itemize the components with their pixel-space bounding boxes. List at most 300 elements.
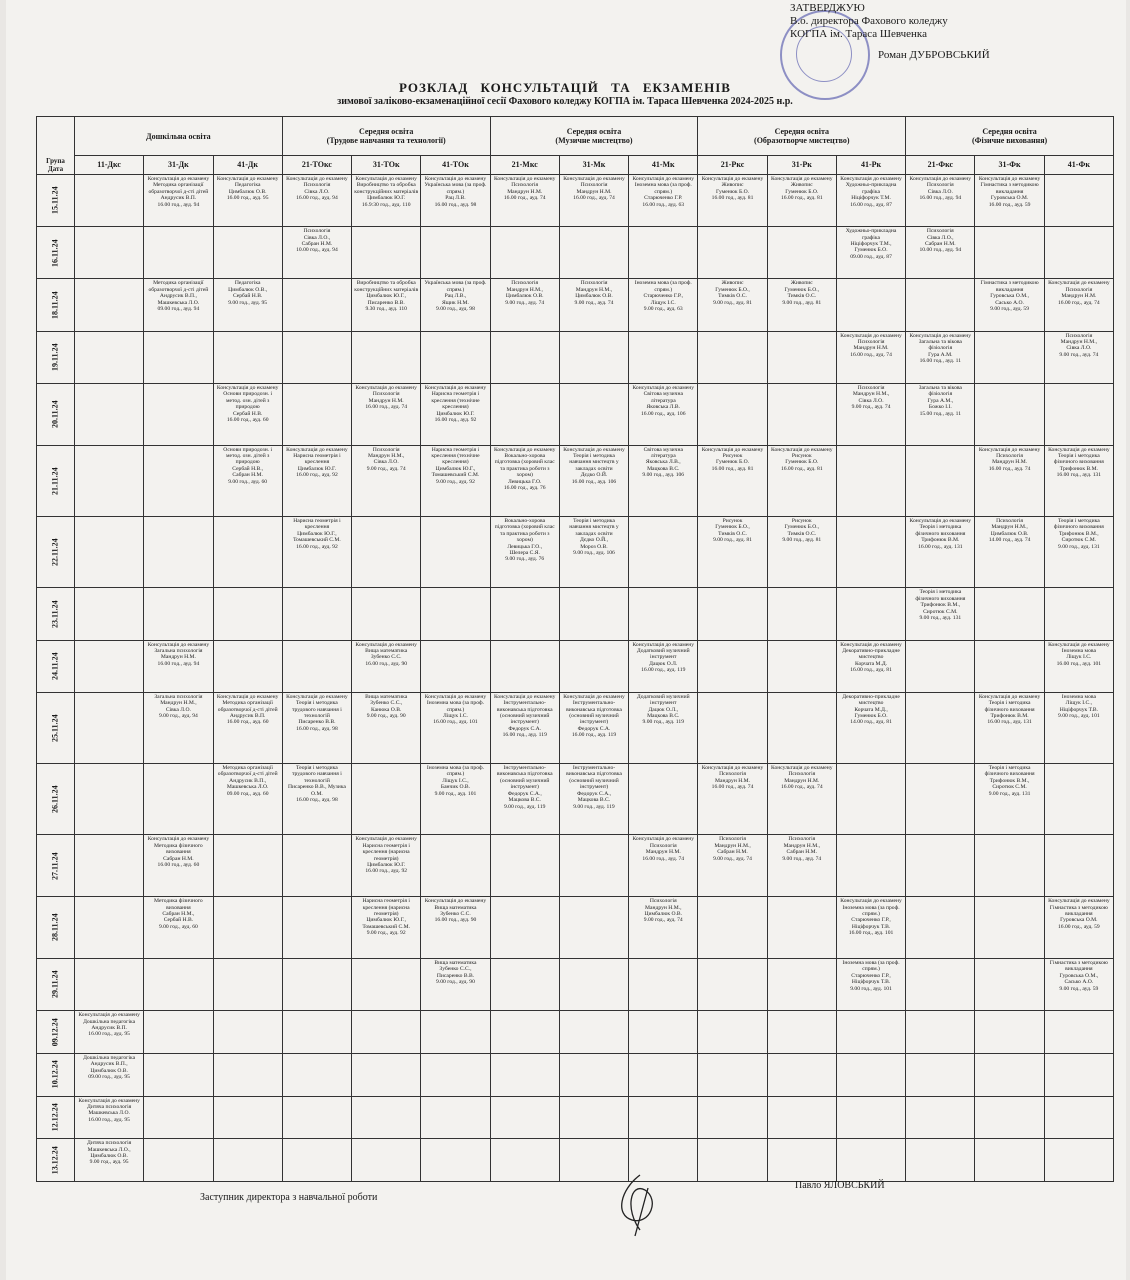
schedule-cell xyxy=(421,1053,490,1096)
schedule-entry: Консультація до екзамену Дитяча психологія Машкевська Л.О. 16.00 год., ауд. 95 xyxy=(78,1097,140,1123)
schedule-cell xyxy=(767,516,836,587)
schedule-entry: Консультація до екзамену Іноземна мова Ліщук І.С. 16.00 год., ауд. 101 xyxy=(1048,641,1110,667)
table-row xyxy=(37,445,1114,516)
schedule-entry: Нарисна геометрія і креслення Цимбалюк Ю.Г., Томашевський С.М. 16.00 год., ауд. 92 xyxy=(293,517,341,550)
group-header: 41-Дк xyxy=(213,156,282,175)
schedule-cell xyxy=(836,279,905,331)
schedule-cell xyxy=(421,958,490,1010)
schedule-cell xyxy=(836,1011,905,1054)
schedule-entry: Психологія Мандрун Н.М., Сівка Л.О. 9.00 год., ауд. 74 xyxy=(366,446,406,472)
schedule-cell xyxy=(559,331,628,383)
schedule-cell xyxy=(144,897,213,959)
schedule-cell xyxy=(213,383,282,445)
schedule-cell xyxy=(144,588,213,640)
schedule-cell xyxy=(836,588,905,640)
schedule-cell xyxy=(421,897,490,959)
schedule-cell xyxy=(906,640,975,692)
schedule-cell xyxy=(282,764,351,835)
table-row xyxy=(37,588,1114,640)
schedule-entry: Світова музична література Яковська Л.В., Мацкова В.С. 9.00 год., ауд. 106 xyxy=(642,446,685,479)
schedule-entry: Консультація до екзамену Методика фізичного виховання Сабран Н.М. 16.00 год., ауд. 60 xyxy=(147,836,210,869)
schedule-cell xyxy=(282,445,351,516)
specialty-header: Середня освіта (Фізичне виховання) xyxy=(906,117,1114,156)
schedule-cell xyxy=(1044,1139,1113,1182)
schedule-entry: Інструментально-виконавська підготовка (основний музичний інструмент) Федорук С.А., Мацкова В.С. 9.00 год., ауд. 119 xyxy=(566,765,622,810)
schedule-cell xyxy=(75,640,144,692)
schedule-cell xyxy=(75,175,144,227)
schedule-cell xyxy=(282,1139,351,1182)
schedule-cell xyxy=(213,331,282,383)
schedule-cell xyxy=(75,588,144,640)
schedule-entry: Консультація до екзамену Рисунок Гуменюк Б.О. 16.00 год., ауд. 81 xyxy=(771,446,833,472)
date-cell xyxy=(37,227,75,279)
schedule-cell xyxy=(698,835,767,897)
table-row xyxy=(37,764,1114,835)
schedule-cell xyxy=(767,227,836,279)
date-cell xyxy=(37,835,75,897)
schedule-entry: Українська мова (за проф. спрям.) Рац Л.В., Ящик Н.М. 9.00 год., ауд. 98 xyxy=(424,280,487,313)
schedule-entry: Психологія Мандрун Н.М., Цимбалюк О.В. 9.00 год., ауд. 74 xyxy=(574,280,614,306)
schedule-cell xyxy=(836,445,905,516)
schedule-cell xyxy=(1044,1053,1113,1096)
schedule-entry: Вища математика Зубенко С.С., Канюка О.В. 9.00 год., ауд. 90 xyxy=(365,693,408,719)
schedule-entry: Консультація до екзамену Загальна психологія Мандрун Н.М. 16.00 год., ауд. 94 xyxy=(147,641,210,667)
schedule-entry: Консультація до екзамену Методика організації образотворчої д-сті дітей Андрусик В.П. 16.00 год., ауд. 94 xyxy=(147,176,210,208)
schedule-cell xyxy=(75,897,144,959)
schedule-cell xyxy=(1044,1096,1113,1139)
schedule-cell xyxy=(906,897,975,959)
schedule-entry: Консультація до екзамену Нарисна геометрія і креслення (нарисна геометрія) Цимбалюк Ю.Г. 16.00 год., ауд. 92 xyxy=(355,836,417,875)
schedule-cell xyxy=(75,1011,144,1054)
specialty-header: Дошкільна освіта xyxy=(75,117,283,156)
schedule-cell xyxy=(698,640,767,692)
date-cell xyxy=(37,516,75,587)
schedule-cell xyxy=(836,516,905,587)
approval-line1: ЗАТВЕРДЖУЮ xyxy=(790,2,865,14)
schedule-cell xyxy=(975,331,1044,383)
date-label: 24.11.24 xyxy=(50,652,60,680)
schedule-cell xyxy=(767,1139,836,1182)
schedule-entry: Консультація до екзамену Психологія Мандрун Н.М. 16.00 год., ауд. 74 xyxy=(493,176,556,202)
schedule-cell xyxy=(836,331,905,383)
schedule-cell xyxy=(559,383,628,445)
schedule-cell xyxy=(767,175,836,227)
schedule-cell xyxy=(144,692,213,763)
schedule-cell xyxy=(906,331,975,383)
date-label: 20.11.24 xyxy=(50,400,60,429)
schedule-entry: Консультація до екзамену Психологія Мандрун Н.М. 16.00 год., ауд. 74 xyxy=(355,384,417,411)
schedule-cell xyxy=(421,764,490,835)
schedule-entry: Консультація до екзамену Гімнастика з методикою викладання Гуровська О.М. 16.00 год., ауд. 59 xyxy=(978,176,1041,208)
schedule-cell xyxy=(75,516,144,587)
schedule-cell xyxy=(213,1011,282,1054)
schedule-cell xyxy=(559,764,628,835)
schedule-cell xyxy=(767,445,836,516)
schedule-cell xyxy=(75,1139,144,1182)
schedule-cell xyxy=(144,764,213,835)
schedule-entry: Теорія і методика фізичного виховання Трифонюк В.М., Сиротюк С.М. 9.00 год., ауд. 131 xyxy=(984,765,1035,797)
schedule-cell xyxy=(352,445,421,516)
approval-block xyxy=(790,2,990,61)
schedule-entry: Психологія Мандрун Н.М., Цимбалюк О.В. 14.00 год., ауд. 74 xyxy=(988,517,1031,544)
date-label: 19.11.24 xyxy=(50,343,60,372)
schedule-cell xyxy=(1044,1011,1113,1054)
schedule-cell xyxy=(559,640,628,692)
schedule-cell xyxy=(906,1053,975,1096)
group-header-row xyxy=(37,156,1114,175)
schedule-cell xyxy=(282,1096,351,1139)
schedule-cell xyxy=(421,692,490,763)
schedule-cell xyxy=(490,1096,559,1139)
schedule-cell xyxy=(975,279,1044,331)
schedule-cell xyxy=(1044,958,1113,1010)
schedule-cell xyxy=(282,692,351,763)
schedule-cell xyxy=(75,1053,144,1096)
schedule-entry: Інструментально-виконавська підготовка (основний музичний інструмент) Федорук С.А., Мацкова В.С. 9.00 год., ауд. 119 xyxy=(496,765,553,810)
schedule-cell xyxy=(629,897,698,959)
schedule-cell xyxy=(75,958,144,1010)
group-header: 41-Рк xyxy=(836,156,905,175)
schedule-cell xyxy=(490,1139,559,1182)
date-cell xyxy=(37,588,75,640)
schedule-cell xyxy=(698,279,767,331)
schedule-cell xyxy=(490,835,559,897)
schedule-entry: Методика фізичного виховання Сабран Н.М., Сербай Н.В. 9.00 год., ауд. 60 xyxy=(154,898,203,930)
date-cell xyxy=(37,764,75,835)
schedule-cell xyxy=(352,331,421,383)
schedule-cell xyxy=(213,175,282,227)
schedule-entry: Нарисна геометрія і креслення (нарисна геометрія) Цимбалюк Ю.Г., Томашевський С.М. 9.00 год., ауд. 92 xyxy=(362,898,411,937)
schedule-cell xyxy=(906,383,975,445)
schedule-cell xyxy=(906,1011,975,1054)
schedule-entry: Консультація до екзамену Декоративно-прикладне мистецтво Корчата М.Д. 16.00 год., ауд. 81 xyxy=(840,641,902,674)
date-label: 21.11.24 xyxy=(50,467,60,495)
schedule-cell xyxy=(559,516,628,587)
schedule-cell xyxy=(1044,175,1113,227)
date-cell xyxy=(37,1139,75,1182)
schedule-cell xyxy=(1044,588,1113,640)
group-header: 31-ТОк xyxy=(352,156,421,175)
table-row xyxy=(37,1139,1114,1182)
schedule-entry: Декоративно-прикладне мистецтво Корчата М.Д., Гуменюк Б.О. 14.00 год., ауд. 81 xyxy=(842,693,900,726)
schedule-cell xyxy=(767,835,836,897)
schedule-cell xyxy=(836,897,905,959)
schedule-cell xyxy=(282,897,351,959)
schedule-cell xyxy=(698,958,767,1010)
schedule-entry: Основи природозн. і метод. озн. дітей з природою Сербай Н.В., Сабран Н.М. 9.00 год., ауд. 60 xyxy=(223,446,273,485)
group-header: 41-Мк xyxy=(629,156,698,175)
schedule-cell xyxy=(352,279,421,331)
group-header: 41-ТОк xyxy=(421,156,490,175)
schedule-entry: Консультація до екзамену Світова музична література Яковська Л.В. 16.00 год., ауд. 106 xyxy=(632,384,695,417)
schedule-cell xyxy=(767,764,836,835)
schedule-entry: Консультація до екзамену Іноземна мова (за проф. спрям.) Старюченко Г.Р., Ніціфорчук Т.В. 16.00 год., ауд. 101 xyxy=(840,898,902,937)
schedule-cell xyxy=(352,1053,421,1096)
schedule-cell xyxy=(836,383,905,445)
table-row xyxy=(37,175,1114,227)
schedule-entry: Консультація до екзамену Теорія і методика навчання мистецтв у закладах освіти Дєдко О.Й. 16.00 год., ауд. 106 xyxy=(563,446,625,485)
schedule-cell xyxy=(352,692,421,763)
schedule-cell xyxy=(975,1096,1044,1139)
schedule-cell xyxy=(421,516,490,587)
schedule-cell xyxy=(352,1011,421,1054)
schedule-cell xyxy=(836,1053,905,1096)
schedule-cell xyxy=(906,588,975,640)
schedule-cell xyxy=(282,640,351,692)
schedule-entry: Консультація до екзамену Психологія Мандрун Н.М. 16.00 год., ауд. 74 xyxy=(632,836,695,862)
schedule-cell xyxy=(421,640,490,692)
schedule-cell xyxy=(490,764,559,835)
group-header: 21-Фкс xyxy=(906,156,975,175)
schedule-cell xyxy=(906,227,975,279)
schedule-cell xyxy=(906,516,975,587)
schedule-entry: Консультація до екзамену Інструментально-виконавська підготовка (основний музичний інструмент) Федорук С.А. 16.00 год., ауд. 119 xyxy=(493,693,556,739)
schedule-cell xyxy=(559,1053,628,1096)
signature-mark xyxy=(610,1170,670,1240)
schedule-entry: Психологія Сівка Л.О., Сабран Н.М. 10.00 год., ауд. 94 xyxy=(919,228,962,254)
table-row xyxy=(37,640,1114,692)
schedule-entry: Теорія і методика фізичного виховання Трифонюк В.М., Сиротюк С.М. 9.00 год., ауд. 131 xyxy=(1053,517,1104,550)
table-row xyxy=(37,227,1114,279)
schedule-cell xyxy=(698,175,767,227)
schedule-cell xyxy=(1044,640,1113,692)
schedule-entry: Рисунок Гуменюк Б.О., Тимків О.С. 9.00 год., ауд. 81 xyxy=(713,517,752,544)
schedule-cell xyxy=(213,1053,282,1096)
schedule-cell xyxy=(421,383,490,445)
date-cell xyxy=(37,1053,75,1096)
date-label: 26.11.24 xyxy=(50,785,60,814)
schedule-cell xyxy=(1044,279,1113,331)
schedule-entry: Консультація до екзамену Дошкільна педагогіка Андрусик В.П. 16.00 год., ауд. 95 xyxy=(78,1012,140,1038)
schedule-entry: Консультація до екзамену Психологія Мандрун Н.М. 16.00 год., ауд. 74 xyxy=(771,765,833,791)
schedule-entry: Консультація до екзамену Методика організації образотворчої д-сті дітей Андрусик В.П. 16.00 год., ауд. 60 xyxy=(216,693,279,726)
schedule-cell xyxy=(559,227,628,279)
group-header: 31-Мк xyxy=(559,156,628,175)
schedule-cell xyxy=(559,279,628,331)
schedule-entry: Консультація до екзамену Додатковий музичний інструмент Дацюк О.Л. 16.00 год., ауд. 119 xyxy=(632,641,695,674)
schedule-cell xyxy=(559,958,628,1010)
schedule-cell xyxy=(282,588,351,640)
schedule-cell xyxy=(282,279,351,331)
schedule-cell xyxy=(144,1011,213,1054)
schedule-cell xyxy=(559,175,628,227)
schedule-cell xyxy=(213,897,282,959)
schedule-entry: Консультація до екзамену Іноземна мова (за проф. спрям.) Старюченко Г.Р. 16.00 год., ауд. 63 xyxy=(632,176,695,208)
schedule-entry: Гімнастика з методикою викладання Гуровська О.М., Сасько А.О. 9.00 год., ауд. 59 xyxy=(980,280,1039,313)
schedule-cell xyxy=(629,516,698,587)
schedule-cell xyxy=(629,692,698,763)
schedule-entry: Теорія і методика фізичного виховання Трифонюк В.М., Сиротюк С.М. 9.00 год., ауд. 131 xyxy=(915,589,966,621)
table-row xyxy=(37,1053,1114,1096)
schedule-cell xyxy=(767,958,836,1010)
specialty-header: Середня освіта (Трудове навчання та технології) xyxy=(282,117,490,156)
table-row xyxy=(37,835,1114,897)
schedule-cell xyxy=(421,1139,490,1182)
schedule-entry: Психологія Мандрун Н.М., Цимбалюк О.В. 9.00 год., ауд. 74 xyxy=(643,898,683,924)
schedule-cell xyxy=(144,445,213,516)
schedule-cell xyxy=(698,1096,767,1139)
date-cell xyxy=(37,958,75,1010)
schedule-cell xyxy=(75,835,144,897)
schedule-cell xyxy=(975,1011,1044,1054)
schedule-cell xyxy=(698,1011,767,1054)
schedule-cell xyxy=(559,692,628,763)
schedule-cell xyxy=(282,175,351,227)
schedule-cell xyxy=(1044,445,1113,516)
schedule-cell xyxy=(975,1053,1044,1096)
schedule-entry: Психологія Мандрун Н.М., Сабран Н.М. 9.00 год., ауд. 74 xyxy=(713,836,752,862)
schedule-entry: Консультація до екзамену Теорія і методика фізичного виховання Трифонюк В.М. 16.00 год., ауд. 131 xyxy=(978,693,1041,726)
table-row xyxy=(37,897,1114,959)
schedule-cell xyxy=(836,835,905,897)
schedule-cell xyxy=(75,279,144,331)
schedule-cell xyxy=(767,1011,836,1054)
schedule-entry: Консультація до екзамену Психологія Мандрун Н.М. 16.00 год., ауд. 74 xyxy=(978,446,1041,472)
schedule-cell xyxy=(629,331,698,383)
schedule-cell xyxy=(282,516,351,587)
schedule-cell xyxy=(75,227,144,279)
schedule-cell xyxy=(144,1053,213,1096)
table-row xyxy=(37,383,1114,445)
schedule-entry: Іноземна мова (за проф. спрям.) Старюченко Г.Р., Ліщук І.С. 9.00 год., ауд. 63 xyxy=(634,280,692,313)
schedule-cell xyxy=(1044,383,1113,445)
schedule-cell xyxy=(421,1011,490,1054)
schedule-entry: Педагогіка Цимбалюк О.В., Сербай Н.В. 9.00 год., ауд. 95 xyxy=(228,280,268,306)
schedule-cell xyxy=(1044,227,1113,279)
group-header: 21-ТОкс xyxy=(282,156,351,175)
schedule-cell xyxy=(421,331,490,383)
schedule-cell xyxy=(559,588,628,640)
schedule-cell xyxy=(975,383,1044,445)
schedule-cell xyxy=(767,1053,836,1096)
schedule-entry: Консультація до екзамену Теорія і методика трудового навчання і технологій Писаренко В.В. 16.00 год., ауд. 98 xyxy=(286,693,348,732)
schedule-cell xyxy=(698,516,767,587)
schedule-cell xyxy=(421,835,490,897)
schedule-cell xyxy=(975,958,1044,1010)
schedule-cell xyxy=(698,588,767,640)
schedule-cell xyxy=(144,331,213,383)
schedule-cell xyxy=(490,640,559,692)
schedule-cell xyxy=(421,445,490,516)
schedule-cell xyxy=(836,692,905,763)
schedule-cell xyxy=(629,1053,698,1096)
approval-name: Роман ДУБРОВСЬКИЙ xyxy=(878,49,990,61)
schedule-cell xyxy=(213,764,282,835)
schedule-cell xyxy=(213,958,282,1010)
schedule-cell xyxy=(282,331,351,383)
schedule-cell xyxy=(629,588,698,640)
schedule-entry: Консультація до екзамену Психологія Мандрун Н.М. 16.00 год., ауд. 74 xyxy=(563,176,625,202)
schedule-cell xyxy=(144,640,213,692)
schedule-cell xyxy=(906,279,975,331)
schedule-entry: Нарисна геометрія і креслення (технічне креслення) Цимбалюк Ю.Г., Томашевський С.М. 9.00 год., ауд. 92 xyxy=(431,446,480,485)
schedule-cell xyxy=(352,835,421,897)
schedule-entry: Додатковий музичний інструмент Дацюк О.Л., Мацкова В.С. 9.00 год., ауд. 119 xyxy=(636,693,690,726)
schedule-cell xyxy=(767,588,836,640)
schedule-cell xyxy=(490,516,559,587)
schedule-entry: Консультація до екзамену Педагогіка Цимбалюк О.В. 16.00 год., ауд. 95 xyxy=(216,176,279,202)
group-header: 31-Рк xyxy=(767,156,836,175)
date-cell xyxy=(37,692,75,763)
schedule-cell xyxy=(629,445,698,516)
schedule-cell xyxy=(906,445,975,516)
schedule-entry: Консультація до екзамену Вокально-хорова підготовка (хоровий клас та практика роботи з хором) Левицька Г.О. 16.00 год., ауд. 76 xyxy=(493,446,556,492)
schedule-cell xyxy=(559,1096,628,1139)
schedule-entry: Консультація до екзамену Нарисна геометрія і креслення (технічне креслення) Цимбалюк Ю.Г. 16.00 год., ауд. 92 xyxy=(424,384,487,423)
schedule-entry: Консультація до екзамену Рисунок Гуменюк Б.О. 16.00 год., ауд. 81 xyxy=(701,446,764,472)
schedule-cell xyxy=(1044,897,1113,959)
schedule-cell xyxy=(629,1011,698,1054)
schedule-cell xyxy=(213,692,282,763)
date-cell xyxy=(37,1011,75,1054)
schedule-cell xyxy=(75,692,144,763)
schedule-cell xyxy=(767,279,836,331)
schedule-cell xyxy=(490,897,559,959)
schedule-cell xyxy=(698,1139,767,1182)
date-label: 15.11.24 xyxy=(50,186,60,215)
schedule-cell xyxy=(975,227,1044,279)
group-header: 31-Фк xyxy=(975,156,1044,175)
schedule-cell xyxy=(975,588,1044,640)
specialty-header: Середня освіта (Музичне мистецтво) xyxy=(490,117,698,156)
schedule-table xyxy=(36,116,1114,1182)
date-cell xyxy=(37,897,75,959)
schedule-cell xyxy=(144,958,213,1010)
schedule-cell xyxy=(836,958,905,1010)
schedule-cell xyxy=(698,331,767,383)
schedule-cell xyxy=(421,175,490,227)
schedule-cell xyxy=(906,958,975,1010)
page-subtitle: зимової заліково-екзаменаційної сесії Фахового коледжу КОГПА ім. Тараса Шевченка 2024-2025 н.р. xyxy=(337,96,793,107)
schedule-cell xyxy=(352,764,421,835)
schedule-cell xyxy=(352,588,421,640)
date-label: 12.12.24 xyxy=(50,1103,60,1132)
date-cell xyxy=(37,175,75,227)
date-label: 10.12.24 xyxy=(50,1060,60,1089)
group-header: 21-Ркс xyxy=(698,156,767,175)
schedule-cell xyxy=(629,227,698,279)
schedule-cell xyxy=(836,764,905,835)
schedule-cell xyxy=(629,835,698,897)
schedule-cell xyxy=(559,445,628,516)
schedule-entry: Консультація до екзамену Психологія Мандрун Н.М. 16.00 год., ауд. 74 xyxy=(1048,280,1110,306)
schedule-cell xyxy=(421,588,490,640)
table-row xyxy=(37,1096,1114,1139)
date-label: 25.11.24 xyxy=(50,714,60,742)
schedule-entry: Консультація до екзамену Теорія і методика фізичного виховання Трифонюк В.М. 16.00 год., ауд. 131 xyxy=(909,517,972,550)
schedule-cell xyxy=(975,516,1044,587)
schedule-cell xyxy=(559,897,628,959)
schedule-entry: Консультація до екзамену Нарисна геометрія і креслення Цимбалюк Ю.Г. 16.00 год., ауд. 92 xyxy=(286,446,348,479)
schedule-cell xyxy=(836,227,905,279)
date-cell xyxy=(37,279,75,331)
schedule-cell xyxy=(144,227,213,279)
schedule-cell xyxy=(975,764,1044,835)
group-header: 41-Фк xyxy=(1044,156,1113,175)
schedule-cell xyxy=(698,445,767,516)
schedule-cell xyxy=(559,1011,628,1054)
specialty-header-row xyxy=(37,117,1114,156)
schedule-cell xyxy=(490,445,559,516)
schedule-cell xyxy=(490,958,559,1010)
group-header: 11-Дкс xyxy=(75,156,144,175)
schedule-cell xyxy=(282,227,351,279)
date-label: 22.11.24 xyxy=(50,538,60,566)
schedule-entry: Консультація до екзамену Загальна та вікова фізіологія Гура А.М. 16.00 год., ауд. 11 xyxy=(909,332,972,365)
schedule-entry: Консультація до екзамену Гімнастика з методикою викладання Гуровська О.М. 16.00 год., ауд. 59 xyxy=(1048,898,1110,930)
schedule-cell xyxy=(767,897,836,959)
schedule-cell xyxy=(75,383,144,445)
